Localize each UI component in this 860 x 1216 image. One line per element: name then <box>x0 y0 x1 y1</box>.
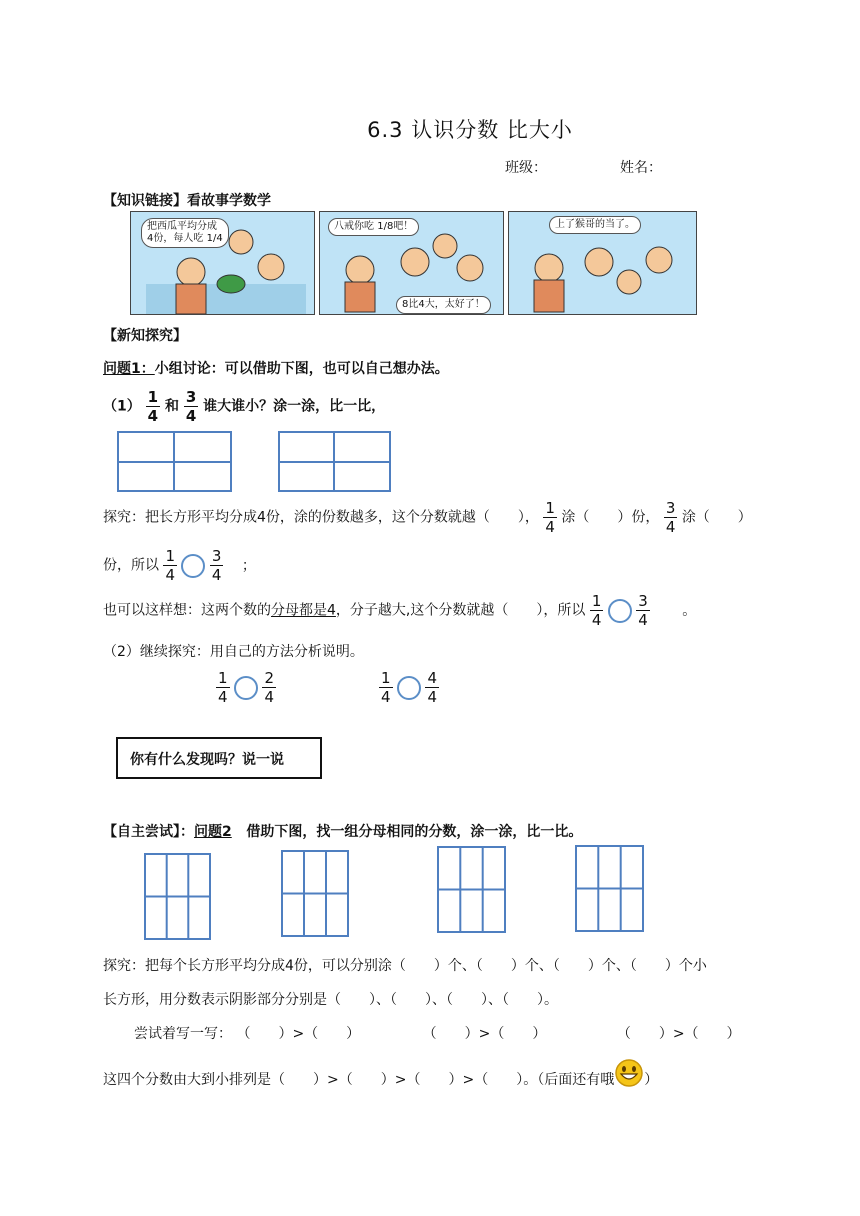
class-label: 班级： <box>505 160 547 176</box>
comic-illustration-1 <box>131 212 314 314</box>
section-new-knowledge: 【新知探究】 <box>103 328 187 344</box>
smiley-icon <box>614 1058 644 1088</box>
question1-line <box>103 358 449 378</box>
compare-1-4-vs-4-4: $\frac{1}{4}$ $\frac{4}{4}$ <box>381 669 437 706</box>
explore3-line-2: 长方形，用分数表示阴影部分分别是（ ）、（ ）、（ ）、（ ）。 <box>103 992 558 1008</box>
comic-bubble-4: 上了猴哥的当了。 <box>549 216 641 234</box>
comic-bubble-1: 把西瓜平均分成 4份，每人吃 1/4 <box>141 218 229 248</box>
compare-circle-2[interactable] <box>608 599 632 623</box>
compare-circle-1[interactable] <box>181 554 205 578</box>
comic-illustration-3 <box>509 212 696 314</box>
try-compare-2: （ ）>（ ） <box>422 1026 547 1042</box>
comic-bubble-3: 8比4大，太好了！ <box>396 296 491 314</box>
comic-illustration-2 <box>320 212 503 314</box>
question1-part1: （1） $\frac{1}{4}$ 和 $\frac{3}{4}$ 谁大谁小？涂一涂，比一比， <box>103 388 386 425</box>
grid-rectangle-2[interactable] <box>281 850 350 938</box>
question1-text: 小组讨论：可以借助下图，也可以自己想办法。 <box>154 361 449 377</box>
compare-circle-4[interactable] <box>397 676 421 700</box>
compare-1-4-vs-2-4: $\frac{1}{4}$ $\frac{2}{4}$ <box>218 669 274 706</box>
discovery-box: 你有什么发现吗？说一说 <box>116 737 322 779</box>
part2-text: （2）继续探究：用自己的方法分析说明。 <box>103 644 364 660</box>
comic-panel-2 <box>319 211 504 315</box>
explore1-compare: 份，所以 $\frac{1}{4}$ $\frac{3}{4}$ ； <box>103 547 256 584</box>
comic-panel-3 <box>508 211 697 315</box>
grid-rectangle-4[interactable] <box>575 845 645 933</box>
explore3-line-1: 探究：把每个长方形平均分成4份，可以分别涂（ ）个、（ ）个、（ ）个、（ ）个小 <box>103 958 707 974</box>
section-knowledge-link: 【知识链接】看故事学数学 <box>103 193 271 209</box>
try-compare-1: （ ）>（ ） <box>236 1026 361 1042</box>
explore2-line: 也可以这样想：这两个数的分母都是4，分子越大,这个分数就越（ ），所以 $\frac{1}{4}$ $\frac{3}{4}$ 。 <box>103 592 697 629</box>
order-line: 这四个分数由大到小排列是（ ）>（ ）>（ ）>（ ）。（后面还有哦 ） <box>103 1069 658 1089</box>
question1-label: 问题1： <box>103 361 155 377</box>
compare-circle-3[interactable] <box>234 676 258 700</box>
fraction-3-4: $\frac{3}{4}$ <box>185 388 197 425</box>
comic-bubble-2: 八戒你吃 1/8吧！ <box>328 218 419 236</box>
explore1-line: 探究：把长方形平均分成4份，涂的份数越多，这个分数就越（ ）， $\frac{1}{4}$ 涂（ ）份， $\frac{3}{4}$ 涂（ ） <box>103 499 752 536</box>
rectangle-quarters-b[interactable] <box>278 431 392 493</box>
comic-strip <box>130 211 696 315</box>
section-self-try: 【自主尝试】：问题2 借助下图，找一组分母相同的分数，涂一涂，比一比。 <box>103 824 583 840</box>
try-line: 尝试着写一写： （ ）>（ ） （ ）>（ ） （ ）>（ ） <box>134 1026 741 1042</box>
grid-rectangle-3[interactable] <box>437 846 507 934</box>
page-title: 6.3 认识分数 比大小 <box>367 118 573 142</box>
rectangle-quarters-a[interactable] <box>117 431 233 493</box>
comic-panel-1 <box>130 211 315 315</box>
fraction-1-4: $\frac{1}{4}$ <box>147 388 159 425</box>
grid-rectangle-1[interactable] <box>144 853 212 941</box>
try-compare-3: （ ）>（ ） <box>616 1026 741 1042</box>
name-label: 姓名： <box>620 160 662 176</box>
